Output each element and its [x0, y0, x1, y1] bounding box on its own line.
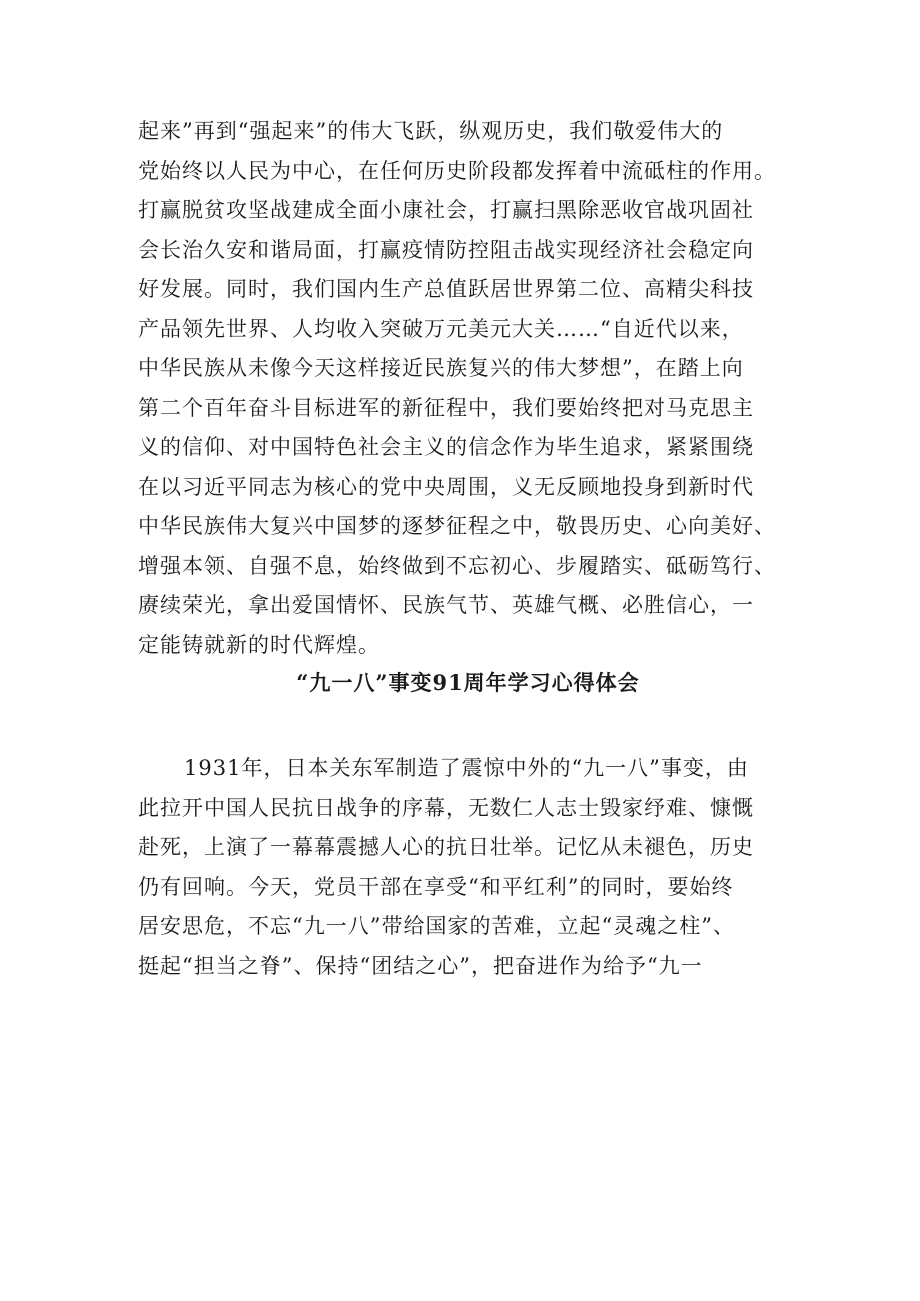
- text-line: 居安思危，不忘“九一八”带给国家的苦难，立起“灵魂之柱”、: [138, 914, 735, 938]
- document-body: [138, 112, 798, 986]
- text-line: 增强本领、自强不息，始终做到不忘初心、步履踏实、砥砺笃行、: [138, 553, 776, 578]
- spacer: [138, 701, 798, 749]
- text-line: 1931年，日本关东军制造了震惊中外的“九一八”事变，由: [184, 756, 749, 780]
- text-line: 党始终以人民为中心，在任何历史阶段都发挥着中流砥柱的作用。: [138, 158, 776, 183]
- text-line: 中华民族伟大复兴中国梦的逐梦征程之中，敬畏历史、心向美好、: [138, 514, 776, 538]
- paragraph-continued: [138, 112, 798, 665]
- text-line: 赴死，上演了一幕幕震撼人心的抗日壮举。记忆从未褪色，历史: [138, 835, 754, 859]
- text-line: 挺起“担当之脊”、保持“团结之心”，把奋进作为给予“九一: [138, 953, 703, 978]
- text-line: 赓续荣光，拿出爱国情怀、民族气节、英雄气概、必胜信心，一: [138, 593, 754, 617]
- paragraph-new-section: [138, 749, 798, 986]
- text-line: 会长治久安和谐局面，打赢疫情防控阻击战实现经济社会稳定向: [138, 237, 754, 262]
- section-title: “九一八”事变91周年学习心得体会: [296, 670, 640, 695]
- text-line: 此拉开中国人民抗日战争的序幕，无数仁人志士毁家纾难、慷慨: [138, 795, 754, 820]
- text-line: 义的信仰、对中国特色社会主义的信念作为毕生追求，紧紧围绕: [138, 435, 754, 459]
- text-line: 产品领先世界、人均收入突破万元美元大关……“自近代以来，: [138, 316, 744, 341]
- text-line: 仍有回响。今天，党员干部在享受“和平红利”的同时，要始终: [138, 874, 734, 899]
- text-line: 在以习近平同志为核心的党中央周围，义无反顾地投身到新时代: [138, 474, 754, 499]
- text-line: 中华民族从未像今天这样接近民族复兴的伟大梦想”，在踏上向: [138, 356, 744, 380]
- text-line: 第二个百年奋斗目标进军的新征程中，我们要始终把对马克思主: [138, 395, 754, 420]
- text-line: 定能铸就新的时代辉煌。: [138, 632, 380, 657]
- text-line: 好发展。同时，我们国内生产总值跃居世界第二位、高精尖科技: [138, 277, 754, 301]
- text-line: 起来”再到“强起来”的伟大飞跃，纵观历史，我们敬爱伟大的: [138, 119, 724, 143]
- text-line: 打赢脱贫攻坚战建成全面小康社会，打赢扫黑除恶收官战巩固社: [138, 198, 754, 222]
